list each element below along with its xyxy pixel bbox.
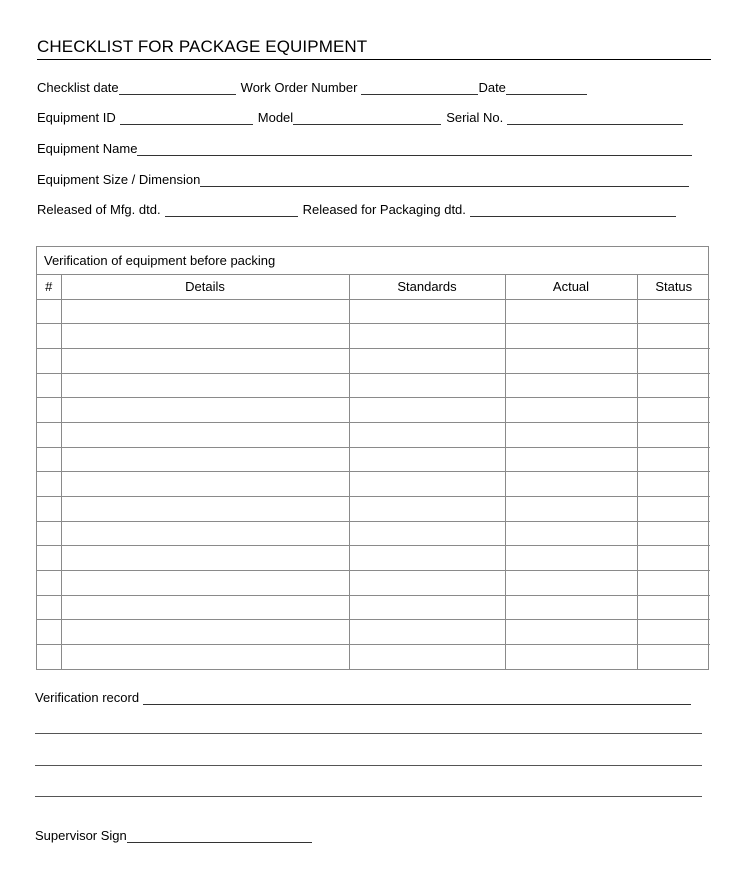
- actual-cell[interactable]: [505, 398, 637, 423]
- col-header-number: #: [37, 275, 61, 299]
- date-field[interactable]: [506, 83, 587, 95]
- status-cell[interactable]: [637, 324, 710, 349]
- col-header-details: Details: [61, 275, 349, 299]
- standards-cell[interactable]: [349, 620, 505, 645]
- standards-cell[interactable]: [349, 348, 505, 373]
- released-mfg-field[interactable]: [165, 205, 298, 217]
- actual-cell[interactable]: [505, 348, 637, 373]
- table-row: [37, 447, 710, 472]
- standards-cell[interactable]: [349, 595, 505, 620]
- number-cell[interactable]: [37, 645, 61, 670]
- actual-cell[interactable]: [505, 521, 637, 546]
- table-caption: Verification of equipment before packing: [37, 247, 708, 275]
- actual-cell[interactable]: [505, 571, 637, 596]
- status-cell[interactable]: [637, 472, 710, 497]
- equipment-size-field[interactable]: [200, 175, 689, 187]
- status-cell[interactable]: [637, 571, 710, 596]
- number-cell[interactable]: [37, 348, 61, 373]
- released-packaging-field[interactable]: [470, 205, 676, 217]
- actual-cell[interactable]: [505, 422, 637, 447]
- actual-cell[interactable]: [505, 324, 637, 349]
- number-cell[interactable]: [37, 422, 61, 447]
- number-cell[interactable]: [37, 324, 61, 349]
- table-row: [37, 620, 710, 645]
- standards-cell[interactable]: [349, 472, 505, 497]
- status-cell[interactable]: [637, 373, 710, 398]
- number-cell[interactable]: [37, 521, 61, 546]
- details-cell[interactable]: [61, 299, 349, 324]
- details-cell[interactable]: [61, 546, 349, 571]
- table-row: [37, 398, 710, 423]
- supervisor-sign-row: [35, 828, 312, 843]
- status-cell[interactable]: [637, 398, 710, 423]
- status-cell[interactable]: [637, 447, 710, 472]
- field-row-equipment-id: [37, 107, 683, 125]
- standards-cell[interactable]: [349, 398, 505, 423]
- verification-record-line[interactable]: [35, 733, 702, 734]
- field-row-equipment-size: [37, 169, 689, 187]
- details-cell[interactable]: [61, 521, 349, 546]
- actual-cell[interactable]: [505, 447, 637, 472]
- status-cell[interactable]: [637, 645, 710, 670]
- page-title: CHECKLIST FOR PACKAGE EQUIPMENT: [37, 37, 711, 60]
- number-cell[interactable]: [37, 447, 61, 472]
- date-label: Date: [478, 80, 506, 95]
- actual-cell[interactable]: [505, 645, 637, 670]
- details-cell[interactable]: [61, 595, 349, 620]
- standards-cell[interactable]: [349, 645, 505, 670]
- number-cell[interactable]: [37, 497, 61, 522]
- table-row: [37, 348, 710, 373]
- table-row: [37, 299, 710, 324]
- standards-cell[interactable]: [349, 373, 505, 398]
- standards-cell[interactable]: [349, 299, 505, 324]
- checklist-table: [37, 275, 710, 669]
- field-row-equipment-name: [37, 138, 692, 156]
- number-cell[interactable]: [37, 373, 61, 398]
- verification-record-line[interactable]: [35, 796, 702, 797]
- field-row-checklist: [37, 77, 587, 95]
- number-cell[interactable]: [37, 571, 61, 596]
- work-order-number-label: Work Order Number: [240, 80, 358, 95]
- standards-cell[interactable]: [349, 521, 505, 546]
- table-row: [37, 595, 710, 620]
- status-cell[interactable]: [637, 299, 710, 324]
- details-cell[interactable]: [61, 373, 349, 398]
- details-cell[interactable]: [61, 398, 349, 423]
- details-cell[interactable]: [61, 324, 349, 349]
- standards-cell[interactable]: [349, 447, 505, 472]
- verification-record-row: [35, 690, 691, 705]
- table-row: [37, 472, 710, 497]
- details-cell[interactable]: [61, 472, 349, 497]
- supervisor-sign-label: Supervisor Sign: [35, 828, 127, 843]
- field-row-released: [37, 199, 676, 217]
- verification-record-field[interactable]: [143, 693, 691, 705]
- equipment-id-label: Equipment ID: [37, 110, 116, 125]
- status-cell[interactable]: [637, 595, 710, 620]
- standards-cell[interactable]: [349, 324, 505, 349]
- status-cell[interactable]: [637, 497, 710, 522]
- number-cell[interactable]: [37, 398, 61, 423]
- actual-cell[interactable]: [505, 299, 637, 324]
- number-cell[interactable]: [37, 620, 61, 645]
- table-row: [37, 497, 710, 522]
- equipment-name-field[interactable]: [137, 144, 692, 156]
- equipment-size-label: Equipment Size / Dimension: [37, 172, 201, 187]
- actual-cell[interactable]: [505, 595, 637, 620]
- equipment-id-field[interactable]: [120, 113, 253, 125]
- table-row: [37, 324, 710, 349]
- verification-table: [36, 246, 709, 670]
- actual-cell[interactable]: [505, 546, 637, 571]
- table-row: [37, 546, 710, 571]
- actual-cell[interactable]: [505, 373, 637, 398]
- status-cell[interactable]: [637, 620, 710, 645]
- details-cell[interactable]: [61, 447, 349, 472]
- details-cell[interactable]: [61, 497, 349, 522]
- table-header-row: [37, 275, 710, 299]
- table-row: [37, 521, 710, 546]
- verification-record-line[interactable]: [35, 765, 702, 766]
- details-cell[interactable]: [61, 422, 349, 447]
- serial-no-label: Serial No.: [446, 110, 504, 125]
- status-cell[interactable]: [637, 546, 710, 571]
- model-field[interactable]: [293, 113, 441, 125]
- col-header-actual: Actual: [505, 275, 637, 299]
- actual-cell[interactable]: [505, 472, 637, 497]
- supervisor-sign-field[interactable]: [127, 831, 312, 843]
- equipment-name-label: Equipment Name: [37, 141, 138, 156]
- status-cell[interactable]: [637, 348, 710, 373]
- verification-record-label: Verification record: [35, 690, 140, 705]
- number-cell[interactable]: [37, 299, 61, 324]
- col-header-standards: Standards: [349, 275, 505, 299]
- number-cell[interactable]: [37, 595, 61, 620]
- details-cell[interactable]: [61, 645, 349, 670]
- standards-cell[interactable]: [349, 497, 505, 522]
- released-mfg-label: Released of Mfg. dtd.: [37, 202, 161, 217]
- details-cell[interactable]: [61, 348, 349, 373]
- standards-cell[interactable]: [349, 546, 505, 571]
- checklist-date-field[interactable]: [119, 83, 236, 95]
- actual-cell[interactable]: [505, 497, 637, 522]
- work-order-number-field[interactable]: [361, 83, 478, 95]
- details-cell[interactable]: [61, 620, 349, 645]
- table-row: [37, 645, 710, 670]
- standards-cell[interactable]: [349, 422, 505, 447]
- model-label: Model: [257, 110, 294, 125]
- col-header-status: Status: [637, 275, 710, 299]
- number-cell[interactable]: [37, 546, 61, 571]
- table-row: [37, 373, 710, 398]
- status-cell[interactable]: [637, 422, 710, 447]
- checklist-date-label: Checklist date: [37, 80, 119, 95]
- standards-cell[interactable]: [349, 571, 505, 596]
- table-row: [37, 571, 710, 596]
- status-cell[interactable]: [637, 521, 710, 546]
- details-cell[interactable]: [61, 571, 349, 596]
- number-cell[interactable]: [37, 472, 61, 497]
- table-row: [37, 422, 710, 447]
- serial-no-field[interactable]: [507, 113, 683, 125]
- actual-cell[interactable]: [505, 620, 637, 645]
- released-packaging-label: Released for Packaging dtd.: [302, 202, 466, 217]
